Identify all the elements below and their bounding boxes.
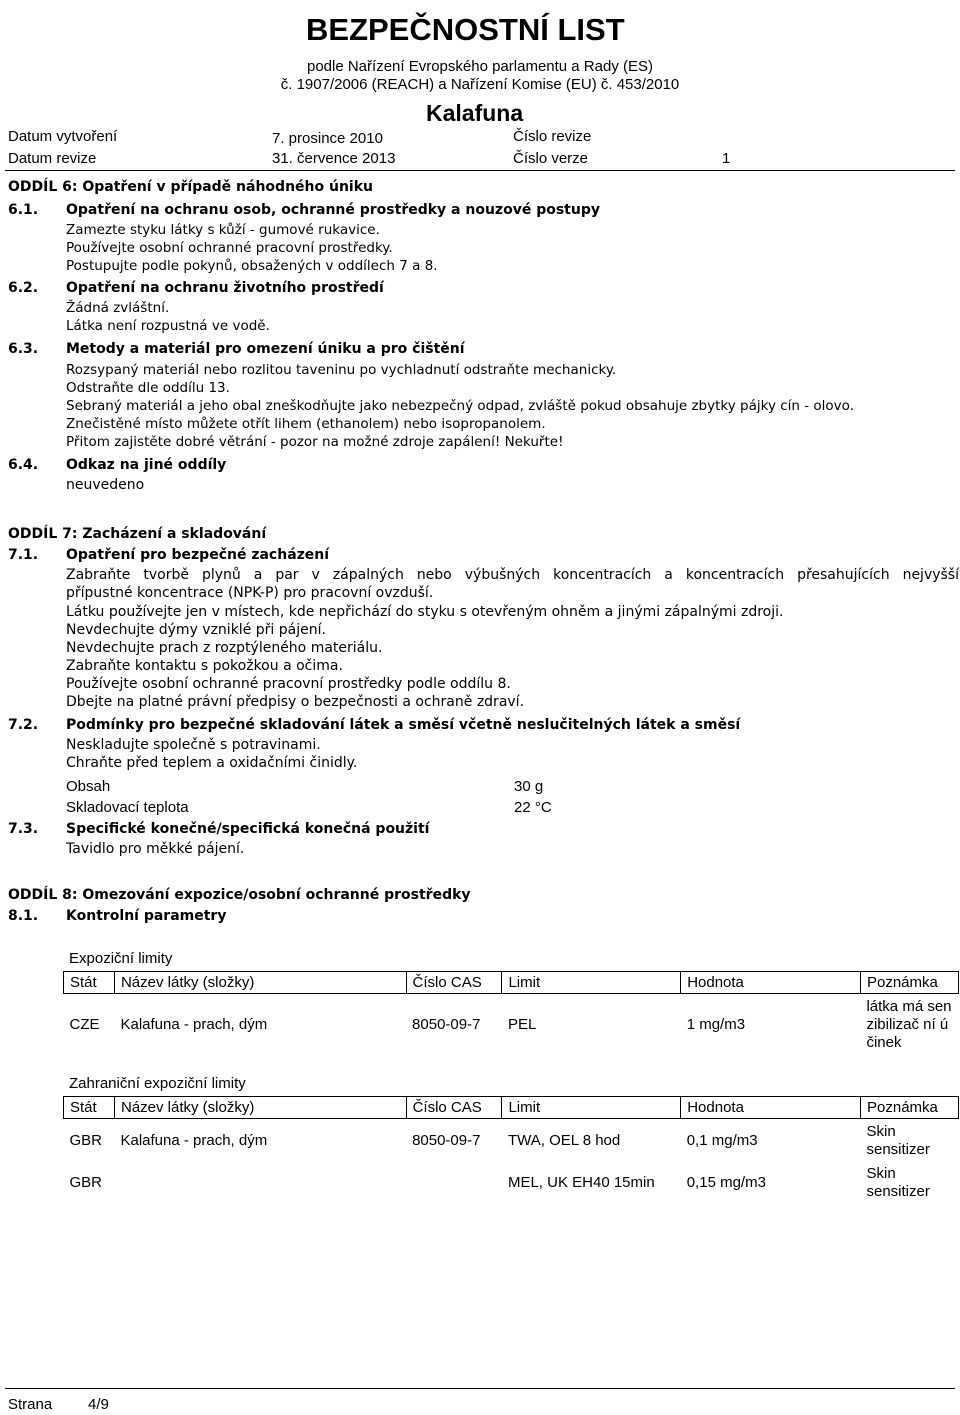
- revision-number-label: Číslo revize: [513, 128, 592, 145]
- subsection-title: Kontrolní parametry: [66, 908, 227, 924]
- text-line: Znečistěné místo můžete otřít lihem (ethanolem) nebo isopropanolem.: [66, 416, 546, 432]
- column-header: Hodnota: [681, 1097, 861, 1119]
- storage-temp-label: Skladovací teplota: [66, 799, 189, 816]
- subsection-title: Opatření pro bezpečné zacházení: [66, 547, 330, 563]
- text-line: Neskladujte společně s potravinami.: [66, 737, 321, 753]
- column-header: Poznámka: [861, 1097, 959, 1119]
- subsection-number: 6.4.: [8, 457, 39, 473]
- subsection-number: 7.2.: [8, 717, 39, 733]
- table-cell: 8050-09-7: [412, 1132, 481, 1150]
- foreign-limits-table-title: Zahraniční expoziční limity: [69, 1075, 246, 1092]
- subsection-number: 6.2.: [8, 280, 39, 296]
- text-line: Zamezte styku látky s kůží - gumové rukavice.: [66, 222, 380, 238]
- text-line: Postupujte podle pokynů, obsažených v oddílech 7 a 8.: [66, 258, 438, 274]
- content-label: Obsah: [66, 778, 111, 795]
- table-cell: 1 mg/m3: [686, 1016, 746, 1034]
- text-line: Zabraňte kontaktu s pokožkou a očima.: [66, 658, 343, 674]
- table-cell: Skin sensitizer: [866, 1122, 930, 1158]
- revision-date-value: 31. července 2013: [272, 150, 396, 167]
- regulation-line-2: č. 1907/2006 (REACH) a Nařízení Komise (EU) č. 453/2010: [280, 76, 680, 93]
- regulation-line-1: podle Nařízení Evropského parlamentu a Rady (ES): [306, 58, 653, 75]
- table-row: [64, 994, 959, 1056]
- limits-table-title: Expoziční limity: [69, 950, 173, 967]
- table-cell: PEL: [507, 1016, 537, 1034]
- column-header: Název látky (složky): [114, 972, 406, 994]
- text-line: Tavidlo pro měkké pájení.: [66, 841, 245, 857]
- text-line: Zabraňte tvorbě plynů a par v zápalných nebo výbušných koncentracích a koncentracích přesahujících nejvyšší: [66, 567, 959, 583]
- text-line: Látka není rozpustná ve vodě.: [66, 318, 270, 334]
- product-name: Kalafuna: [426, 100, 524, 126]
- text-line: Používejte osobní ochranné pracovní prostředky podle oddílu 8.: [66, 676, 511, 692]
- created-value: 7. prosince 2010: [272, 130, 383, 147]
- section-8-title: ODDÍL 8: Omezování expozice/osobní ochranné prostředky: [8, 887, 471, 903]
- subsection-title: Odkaz na jiné oddíly: [66, 457, 227, 473]
- subsection-title: Opatření na ochranu životního prostředí: [66, 280, 384, 296]
- text-line: Sebraný materiál a jeho obal zneškodňujte jako nebezpečný odpad, zvláště pokud obsahuje zbytky pájky cín - olovo.: [66, 398, 854, 414]
- text-line: neuvedeno: [66, 477, 145, 493]
- table-header-row: [64, 972, 959, 994]
- revision-date-label: Datum revize: [8, 150, 97, 167]
- version-value: 1: [722, 150, 731, 167]
- table-cell: MEL, UK EH40 15min: [507, 1174, 655, 1191]
- subsection-title: Podmínky pro bezpečné skladování látek a směsí včetně neslučitelných látek a směsí: [66, 717, 741, 733]
- subsection-number: 7.1.: [8, 547, 39, 563]
- column-header: Hodnota: [681, 972, 861, 994]
- text-line: Přitom zajistěte dobré větrání - pozor na možné zdroje zapálení! Nekuřte!: [66, 434, 564, 450]
- column-header: Název látky (složky): [114, 1097, 406, 1119]
- text-line: Dbejte na platné právní předpisy o bezpečnosti a ochraně zdraví.: [66, 694, 525, 710]
- table-header-row: [64, 1097, 959, 1119]
- footer-divider: [5, 1388, 955, 1389]
- table-cell: Kalafuna - prach, dým: [120, 1016, 268, 1034]
- text-line: Nevdechujte prach z rozptýleného materiálu.: [66, 640, 383, 656]
- foreign-exposure-limits-table: [63, 1096, 959, 1203]
- table-cell: Kalafuna - prach, dým: [120, 1132, 268, 1150]
- subsection-title: Opatření na ochranu osob, ochranné prostředky a nouzové postupy: [66, 202, 600, 218]
- text-line: Žádná zvláštní.: [66, 300, 170, 316]
- version-label: Číslo verze: [513, 150, 589, 167]
- page-number: 4/9: [88, 1396, 109, 1413]
- subsection-title: Metody a materiál pro omezení úniku a pro čištění: [66, 341, 465, 357]
- subsection-number: 8.1.: [8, 908, 39, 924]
- text-line: Chraňte před teplem a oxidačními činidly.: [66, 755, 358, 771]
- text-line: Odstraňte dle oddílu 13.: [66, 380, 230, 396]
- subsection-title: Specifické konečné/specifická konečná použití: [66, 821, 430, 837]
- table-cell: Skin sensitizer: [866, 1164, 930, 1200]
- page-label: Strana: [8, 1396, 53, 1413]
- table-cell: [406, 1163, 502, 1203]
- column-header: Číslo CAS: [406, 1097, 502, 1119]
- column-header: Limit: [502, 972, 681, 994]
- column-header: Stát: [64, 1097, 115, 1119]
- table-cell: 8050-09-7: [412, 1016, 481, 1034]
- column-header: Stát: [64, 972, 115, 994]
- table-cell: CZE: [69, 1016, 100, 1034]
- table-cell: TWA, OEL 8 hod: [507, 1132, 621, 1150]
- text-line: Nevdechujte dýmy vzniklé při pájení.: [66, 622, 326, 638]
- document-title: BEZPEČNOSTNÍ LIST: [306, 12, 625, 47]
- column-header: Poznámka: [860, 972, 958, 994]
- text-line: Používejte osobní ochranné pracovní prostředky.: [66, 240, 393, 256]
- table-cell: GBR: [69, 1132, 103, 1150]
- table-cell: 0,1 mg/m3: [686, 1132, 758, 1150]
- table-cell: [114, 1163, 406, 1203]
- text-line: Látku používejte jen v místech, kde nepřichází do styku s otevřeným ohněm a jinými zápalnými zdroji.: [66, 604, 784, 620]
- exposure-limits-table: [63, 971, 959, 1056]
- created-label: Datum vytvoření: [8, 128, 118, 145]
- section-7-title: ODDÍL 7: Zacházení a skladování: [8, 526, 267, 542]
- content-value: 30 g: [514, 778, 544, 795]
- table-cell: látka má senzibilizač ní účinek: [866, 997, 952, 1051]
- column-header: Limit: [502, 1097, 681, 1119]
- table-row: [64, 1163, 959, 1203]
- subsection-number: 7.3.: [8, 821, 39, 837]
- text-line: Rozsypaný materiál nebo rozlitou taveninu po vychladnutí odstraňte mechanicky.: [66, 362, 617, 378]
- subsection-number: 6.3.: [8, 341, 39, 357]
- subsection-number: 6.1.: [8, 202, 39, 218]
- table-cell: GBR: [69, 1174, 103, 1191]
- section-6-title: ODDÍL 6: Opatření v případě náhodného úniku: [8, 179, 373, 195]
- header-divider: [5, 170, 955, 171]
- column-header: Číslo CAS: [406, 972, 502, 994]
- storage-temp-value: 22 °C: [514, 799, 552, 816]
- table-row: [64, 1119, 959, 1163]
- table-cell: 0,15 mg/m3: [686, 1174, 766, 1191]
- text-line: přípustné koncentrace (NPK-P) pro pracovní ovzduší.: [66, 585, 434, 601]
